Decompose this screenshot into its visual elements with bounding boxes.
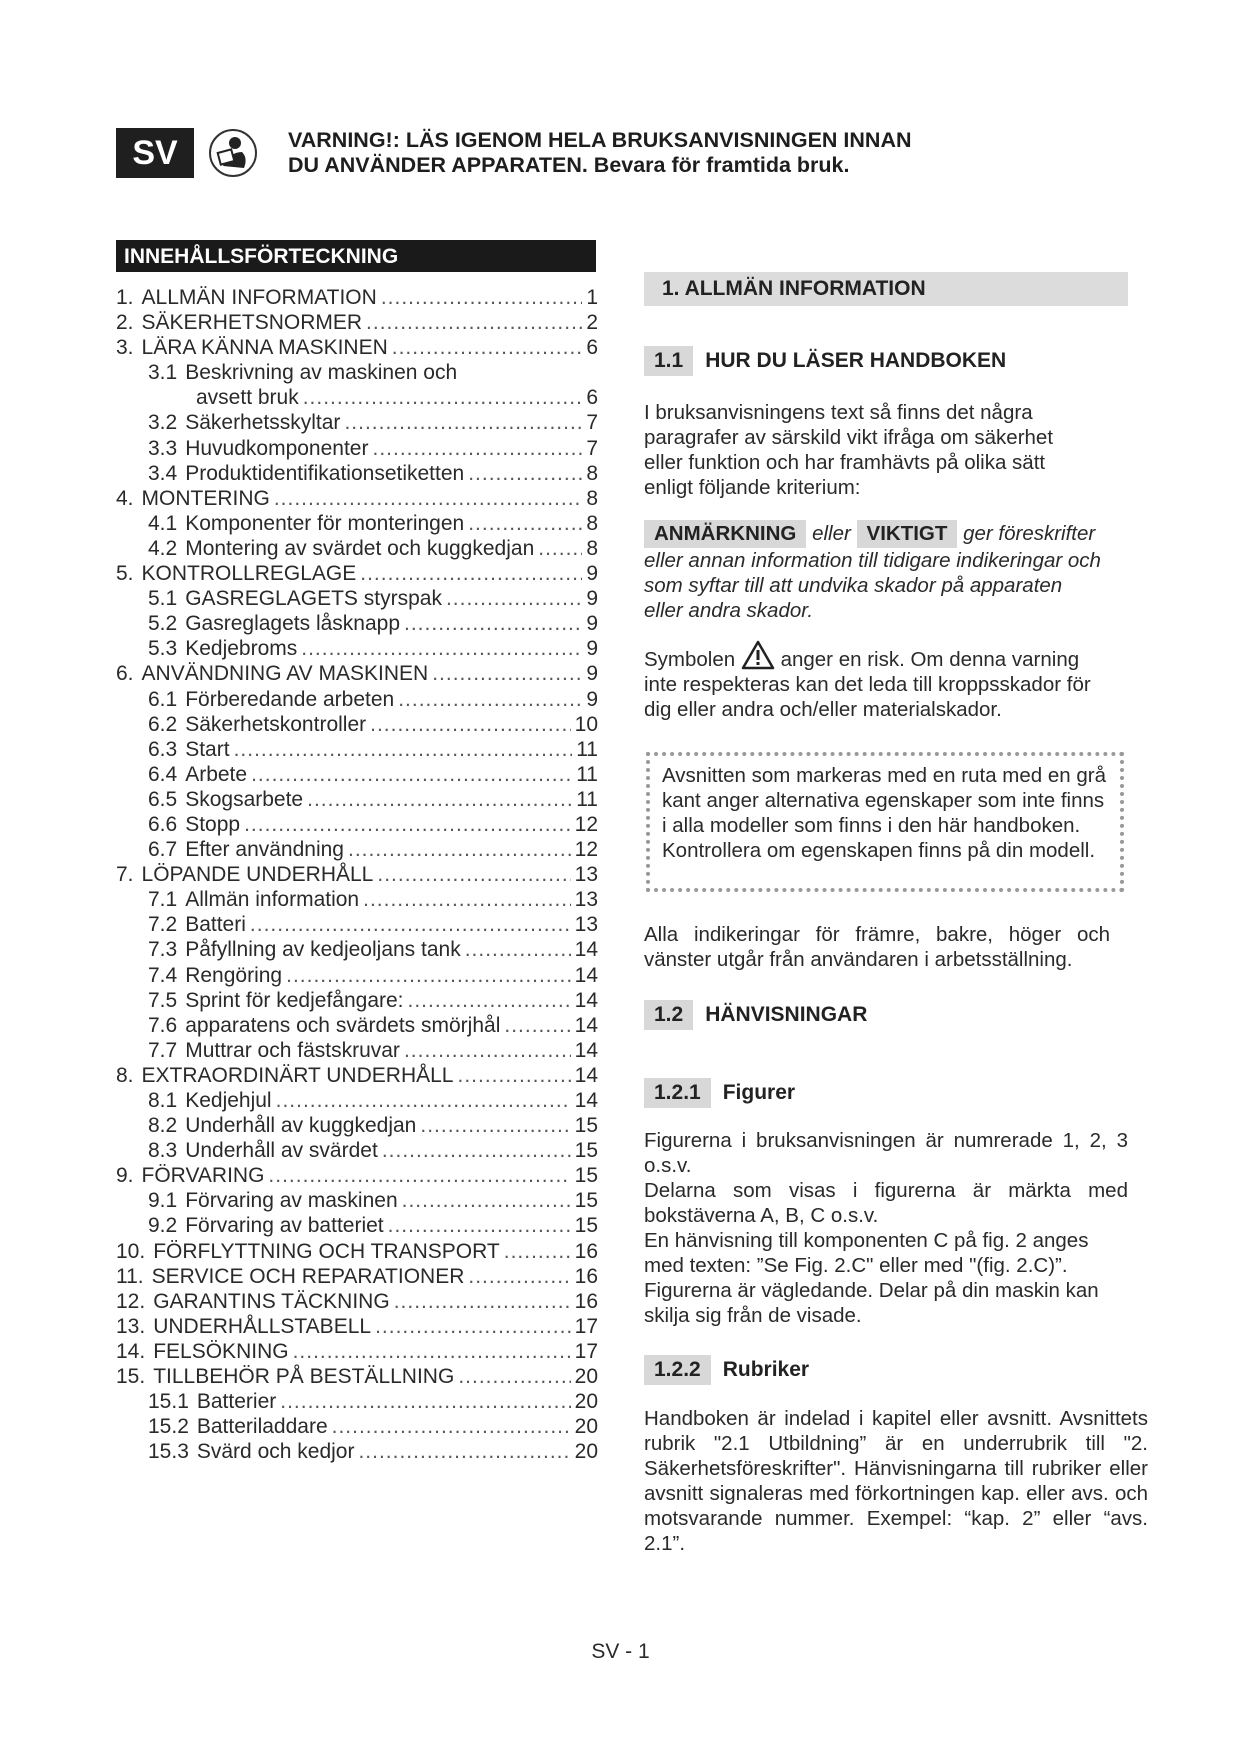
- toc-leader-dots: [251, 762, 572, 787]
- toc-entry-number: 6.5: [148, 787, 178, 811]
- toc-entry-page: 16: [574, 1289, 598, 1313]
- toc-leader-dots: [420, 1113, 570, 1138]
- toc-entry-page: 17: [574, 1314, 598, 1338]
- toc-entry-number: 14.: [116, 1339, 146, 1363]
- toc-entry-page: 17: [574, 1339, 598, 1363]
- toc-entry: [116, 461, 598, 486]
- symbol-text-after: anger en risk. Om denna varning inte respekteras kan det leda till kroppsskador för dig eller andra och/eller materialskador.: [644, 648, 1091, 721]
- toc-entry-page: 11: [576, 737, 598, 761]
- toc-entry-number: 6.6: [148, 812, 178, 836]
- toc-leader-dots: [465, 937, 571, 962]
- toc-entry-page: 20: [574, 1440, 598, 1464]
- toc-entry-title: Påfyllning av kedjeoljans tank: [185, 938, 461, 962]
- section-1-1-heading: [644, 346, 1006, 376]
- toc-entry-title: TILLBEHÖR PÅ BESTÄLLNING: [153, 1365, 455, 1389]
- toc-entry-title: Förvaring av maskinen: [185, 1189, 398, 1213]
- toc-entry-page: 8: [586, 536, 598, 560]
- toc-entry-number: 7.: [116, 863, 134, 887]
- reading-guide-text: [644, 400, 1074, 500]
- toc-entry-title: Arbete: [185, 762, 248, 786]
- toc-entry-page: 9: [586, 637, 598, 661]
- note-block: [644, 520, 1104, 623]
- toc-entry-title: EXTRAORDINÄRT UNDERHÅLL: [141, 1063, 454, 1087]
- paragraph: I bruksanvisningens text så finns det några paragrafer av särskild vikt ifråga om säkerhet eller funktion och har framhävts på olika sätt enligt följande kriterium:: [644, 401, 1054, 499]
- toc-entry-title: apparatens och svärdets smörjhål: [185, 1013, 501, 1037]
- toc-entry-title: Gasreglagets låsknapp: [185, 612, 401, 636]
- toc-entry-title: Säkerhetskontroller: [185, 712, 367, 736]
- toc-entry-page: 8: [586, 461, 598, 485]
- toc-leader-dots: [307, 787, 572, 812]
- figures-text: [644, 1128, 1128, 1328]
- toc-entry: [116, 762, 598, 787]
- toc-entry-number: 13.: [116, 1314, 146, 1338]
- toc-entry-page: 7: [586, 411, 598, 435]
- toc-entry-number: 9.2: [148, 1214, 178, 1238]
- toc-entry-page: 11: [576, 762, 598, 786]
- toc-entry-title: SÄKERHETSNORMER: [141, 311, 363, 335]
- toc-entry-number: 15.3: [148, 1440, 189, 1464]
- toc-entry-title: Förvaring av batteriet: [185, 1214, 384, 1238]
- warning-line-1: VARNING!: LÄS IGENOM HELA BRUKSANVISNINGEN INNAN: [288, 128, 912, 152]
- toc-entry-number: 9.1: [148, 1189, 178, 1213]
- warning-heading: [288, 128, 1008, 178]
- paragraph: Delarna som visas i figurerna är märkta med bokstäverna A, B, C o.s.v.: [644, 1179, 1128, 1227]
- toc-entry-page: 14: [574, 1038, 598, 1062]
- toc-leader-dots: [344, 410, 582, 435]
- toc-entry: [116, 1339, 598, 1364]
- toc-entry: [116, 385, 598, 410]
- toc-leader-dots: [234, 737, 573, 762]
- toc-entry: [116, 1289, 598, 1314]
- toc-leader-dots: [408, 988, 571, 1013]
- toc-entry-number: 4.: [116, 486, 134, 510]
- toc-entry-title: FÖRFLYTTNING OCH TRANSPORT: [153, 1239, 500, 1263]
- toc-entry-page: 8: [586, 511, 598, 535]
- toc-entry-page: 9: [586, 587, 598, 611]
- toc-entry: [116, 410, 598, 435]
- toc-entry: [116, 285, 598, 310]
- toc-entry: [116, 511, 598, 536]
- toc-heading: INNEHÅLLSFÖRTECKNING: [116, 240, 596, 272]
- toc-entry: [116, 310, 598, 335]
- toc-entry: [116, 586, 598, 611]
- important-tag: VIKTIGT: [857, 520, 958, 548]
- toc-entry-page: 14: [574, 1089, 598, 1112]
- toc-entry-title: avsett bruk: [196, 386, 299, 410]
- toc-entry: [116, 536, 598, 561]
- toc-entry-title: KONTROLLREGLAGE: [141, 562, 357, 586]
- toc-entry: [116, 1389, 598, 1414]
- toc-entry-page: 13: [574, 863, 598, 887]
- toc-entry-title: Säkerhetsskyltar: [185, 411, 341, 435]
- toc-entry-page: 15: [574, 1164, 598, 1188]
- toc-entry: [116, 561, 598, 586]
- toc-entry: [116, 963, 598, 988]
- toc-entry-page: 10: [574, 712, 598, 736]
- toc-leader-dots: [504, 1239, 571, 1264]
- toc-entry-title: Förberedande arbeten: [185, 687, 395, 711]
- toc-entry-page: 9: [586, 612, 598, 636]
- toc-leader-dots: [382, 1138, 571, 1163]
- section-title: HUR DU LÄSER HANDBOKEN: [705, 349, 1007, 372]
- section-1-2-2-heading: [644, 1355, 809, 1385]
- section-title: Figurer: [722, 1081, 796, 1104]
- toc-entry-page: 20: [574, 1415, 598, 1439]
- section-title: HÄNVISNINGAR: [705, 1003, 868, 1026]
- toc-leader-dots: [392, 335, 583, 360]
- toc-entry-page: 14: [574, 963, 598, 987]
- toc-entry-number: 10.: [116, 1239, 146, 1263]
- toc-entry: [116, 1314, 598, 1339]
- toc-entry-title: Stopp: [185, 812, 241, 836]
- toc-entry: [116, 837, 598, 862]
- toc-leader-dots: [398, 687, 582, 712]
- headings-text: [644, 1406, 1148, 1556]
- toc-leader-dots: [286, 963, 571, 988]
- toc-entry-number: 6.: [116, 662, 134, 686]
- toc-entry-page: 20: [574, 1365, 598, 1389]
- toc-leader-dots: [360, 561, 582, 586]
- toc-entry-title: Batteriladdare: [196, 1415, 328, 1439]
- toc-leader-dots: [394, 1289, 571, 1314]
- toc-entry-title: Komponenter för monteringen: [185, 511, 465, 535]
- toc-entry-title: GASREGLAGETS styrspak: [185, 587, 442, 611]
- toc-entry-page: 14: [574, 988, 598, 1012]
- toc-entry-number: 3.3: [148, 436, 178, 460]
- toc-leader-dots: [538, 536, 582, 561]
- toc-entry: [116, 611, 598, 636]
- toc-entry-page: 16: [574, 1264, 598, 1288]
- toc-leader-dots: [402, 1188, 571, 1213]
- paragraph: Alla indikeringar för främre, bakre, höger och vänster utgår från användaren i arbetsställning.: [644, 923, 1110, 971]
- toc-entry: [116, 1013, 598, 1038]
- toc-entry-number: 4.1: [148, 511, 178, 535]
- toc-entry: [116, 712, 598, 737]
- section-number: 1.2: [644, 1000, 693, 1030]
- toc-entry-title: Muttrar och fästskruvar: [185, 1038, 400, 1062]
- toc-entry-title: GARANTINS TÄCKNING: [153, 1289, 390, 1313]
- toc-entry: [116, 1364, 598, 1389]
- toc-entry-title: ALLMÄN INFORMATION: [141, 286, 377, 309]
- section-number: 1.2.1: [644, 1078, 711, 1108]
- toc-entry-number: 6.7: [148, 838, 178, 862]
- toc-entry: [116, 486, 598, 511]
- toc-entry-title: Rengöring: [185, 963, 283, 987]
- toc-leader-dots: [348, 837, 571, 862]
- toc-entry-page: 12: [574, 812, 598, 836]
- toc-entry-number: 8.: [116, 1063, 134, 1087]
- section-1-2-heading: [644, 1000, 867, 1030]
- toc-entry-page: 7: [586, 436, 598, 460]
- toc-leader-dots: [381, 285, 583, 310]
- toc-entry-number: 15.: [116, 1365, 146, 1389]
- toc-entry-page: 14: [574, 1063, 598, 1087]
- toc-entry-number: 6.1: [148, 687, 178, 711]
- toc-entry-number: 1.: [116, 286, 134, 309]
- toc-entry-number: 7.4: [148, 963, 178, 987]
- section-number: 1.1: [644, 346, 693, 376]
- toc-entry: [116, 1414, 598, 1439]
- toc-leader-dots: [370, 712, 571, 737]
- toc-entry: [116, 1138, 598, 1163]
- toc-leader-dots: [458, 1364, 570, 1389]
- toc-entry-title: LÖPANDE UNDERHÅLL: [141, 863, 374, 887]
- paragraph: En hänvisning till komponenten C på fig. 2 anges med texten: ”Se Fig. 2.C" eller med "(fig. 2.C)”. Figurerna är vägledande. Delar på din maskin kan skilja sig från de visade.: [644, 1229, 1099, 1327]
- toc-entry-number: 8.2: [148, 1114, 178, 1138]
- toc-entry-number: 3.1: [148, 361, 178, 385]
- page-number: SV - 1: [591, 1640, 650, 1663]
- toc-entry-number: 7.1: [148, 888, 178, 912]
- toc-entry: [116, 1088, 598, 1113]
- symbol-block: [644, 640, 1114, 722]
- paragraph: Handboken är indelad i kapitel eller avsnitt. Avsnittets rubrik "2.1 Utbildning” är en underrubrik till "2. Säkerhetsföreskrifter". Hänvisningarna till rubriker eller avsnitt signaleras med förkortningen kap. eller avs. och motsvarande nummer. Exempel: “kap. 2” eller “avs. 2.1”.: [644, 1407, 1148, 1555]
- toc-leader-dots: [301, 636, 582, 661]
- toc-entry: [116, 1038, 598, 1063]
- toc-entry-number: 3.2: [148, 411, 178, 435]
- box-text: Avsnitten som markeras med en ruta med en grå kant anger alternativa egenskaper som inte finns i alla modeller som finns i den här handboken. Kontrollera om egenskapen finns på din modell.: [662, 764, 1106, 862]
- toc-entry-number: 7.5: [148, 988, 178, 1012]
- toc-entry-title: Allmän information: [185, 888, 360, 912]
- toc-entry: [116, 636, 598, 661]
- toc-entry-title: Kedjebroms: [185, 637, 298, 661]
- toc-entry-page: 13: [574, 888, 598, 912]
- note-paragraph: [644, 520, 1104, 623]
- toc-entry: [116, 787, 598, 812]
- toc-leader-dots: [404, 611, 582, 636]
- toc-entry-page: 20: [574, 1390, 598, 1414]
- toc-entry-page: 9: [586, 687, 598, 711]
- toc-leader-dots: [468, 511, 582, 536]
- toc-entry-page: 2: [586, 311, 598, 335]
- toc-leader-dots: [274, 486, 582, 511]
- toc-entry-number: 6.4: [148, 762, 178, 786]
- toc-entry-number: 7.7: [148, 1038, 178, 1062]
- toc-entry-page: 9: [586, 562, 598, 586]
- toc-entry-number: 4.2: [148, 536, 178, 560]
- toc-leader-dots: [244, 812, 571, 837]
- toc-entry: [116, 661, 598, 686]
- toc-entry-number: 12.: [116, 1289, 146, 1313]
- toc-leader-dots: [358, 1439, 570, 1464]
- toc-entry-title: UNDERHÅLLSTABELL: [153, 1314, 372, 1338]
- toc-entry-number: 5.3: [148, 637, 178, 661]
- toc-entry-page: 6: [586, 386, 598, 410]
- toc-entry: [116, 887, 598, 912]
- toc-entry: [116, 737, 598, 762]
- language-badge: SV: [116, 128, 194, 178]
- toc-entry-page: 15: [574, 1114, 598, 1138]
- toc-entry-title: Produktidentifikationsetiketten: [185, 461, 465, 485]
- toc-entry-title: FÖRVARING: [141, 1164, 265, 1188]
- toc-leader-dots: [363, 887, 571, 912]
- toc-entry-title: Huvudkomponenter: [185, 436, 369, 460]
- toc-entry: [116, 1439, 598, 1464]
- toc-entry-number: 7.6: [148, 1013, 178, 1037]
- section-number: 1.2.2: [644, 1355, 711, 1385]
- toc-entry-number: 15.2: [148, 1415, 189, 1439]
- section-1-2-1-heading: [644, 1078, 795, 1108]
- toc-leader-dots: [366, 310, 582, 335]
- toc-entry-number: 6.2: [148, 712, 178, 736]
- toc-entry: [116, 1264, 598, 1289]
- toc-entry-page: 9: [586, 662, 598, 686]
- toc-entry-page: 6: [586, 336, 598, 360]
- note-text: ger föreskrifter eller annan information till tidigare indikeringar och som syftar till att undvika skador på apparaten eller andra skador.: [644, 522, 1101, 622]
- toc-entry-page: 15: [574, 1189, 598, 1213]
- toc-entry-page: 1: [586, 286, 598, 309]
- toc-entry: [116, 687, 598, 712]
- toc-leader-dots: [468, 1264, 570, 1289]
- toc-entry-page: 13: [574, 913, 598, 937]
- toc-entry-title: MONTERING: [141, 486, 270, 510]
- toc-entry: [116, 335, 598, 360]
- toc-entry-title: Underhåll av svärdet: [185, 1139, 378, 1163]
- toc-entry-number: 9.: [116, 1164, 134, 1188]
- toc-entry-page: 14: [574, 1013, 598, 1037]
- toc-entry-page: 16: [574, 1239, 598, 1263]
- toc-entry-page: 14: [574, 938, 598, 962]
- toc-entry: [116, 1188, 598, 1213]
- toc-leader-dots: [446, 586, 582, 611]
- toc-entry-title: SERVICE OCH REPARATIONER: [151, 1264, 465, 1288]
- toc-leader-dots: [303, 385, 583, 410]
- table-of-contents: [116, 285, 598, 1464]
- toc-leader-dots: [468, 461, 582, 486]
- toc-entry-title: Sprint för kedjefångare:: [185, 988, 404, 1012]
- toc-entry-title: LÄRA KÄNNA MASKINEN: [141, 336, 388, 360]
- toc-entry-number: 11.: [116, 1264, 144, 1288]
- toc-entry-title: Efter användning: [185, 838, 344, 862]
- symbol-paragraph: [644, 640, 1114, 722]
- toc-leader-dots: [293, 1339, 571, 1364]
- toc-leader-dots: [375, 1314, 571, 1339]
- toc-entry-page: 8: [586, 486, 598, 510]
- toc-entry-number: 15.1: [148, 1390, 189, 1414]
- toc-leader-dots: [332, 1414, 571, 1439]
- toc-entry-number: 3.4: [148, 461, 178, 485]
- note-tag: ANMÄRKNING: [644, 520, 806, 548]
- toc-entry-title: Batteri: [185, 913, 246, 937]
- toc-entry-title: Batterier: [196, 1390, 277, 1414]
- toc-entry: [116, 436, 598, 461]
- warning-line-2: DU ANVÄNDER APPARATEN. Bevara för framtida bruk.: [288, 153, 850, 177]
- toc-entry-number: 2.: [116, 311, 134, 335]
- warning-triangle-icon: [741, 640, 775, 670]
- toc-entry-number: 5.: [116, 562, 134, 586]
- toc-entry-title: FELSÖKNING: [153, 1339, 289, 1363]
- toc-leader-dots: [504, 1013, 570, 1038]
- toc-leader-dots: [268, 1163, 570, 1188]
- toc-entry: [116, 988, 598, 1013]
- toc-leader-dots: [432, 661, 582, 686]
- toc-entry-title: Start: [185, 737, 230, 761]
- toc-leader-dots: [404, 1038, 571, 1063]
- toc-entry-title: ANVÄNDNING AV MASKINEN: [141, 662, 429, 686]
- read-manual-icon: [208, 128, 258, 178]
- toc-entry: [116, 912, 598, 937]
- toc-entry-number: 5.2: [148, 612, 178, 636]
- toc-entry: [116, 360, 598, 385]
- toc-entry-number: 8.1: [148, 1089, 178, 1112]
- directions-text: [644, 922, 1110, 972]
- toc-leader-dots: [377, 862, 570, 887]
- toc-entry-title: Underhåll av kuggkedjan: [185, 1114, 417, 1138]
- toc-entry: [116, 862, 598, 887]
- section-1-heading: 1. ALLMÄN INFORMATION: [644, 272, 1128, 306]
- toc-entry: [116, 1213, 598, 1238]
- paragraph: Figurerna i bruksanvisningen är numrerade 1, 2, 3 o.s.v.: [644, 1129, 1128, 1177]
- toc-entry: [116, 812, 598, 837]
- toc-entry-page: 15: [574, 1139, 598, 1163]
- toc-entry-page: 11: [576, 787, 598, 811]
- toc-entry-title: Svärd och kedjor: [196, 1440, 355, 1464]
- toc-entry: [116, 1063, 598, 1088]
- toc-entry-number: 7.3: [148, 938, 178, 962]
- toc-entry-title: Beskrivning av maskinen och: [185, 361, 458, 385]
- toc-entry-page: 12: [574, 838, 598, 862]
- toc-leader-dots: [388, 1213, 571, 1238]
- toc-entry-number: 6.3: [148, 737, 178, 761]
- toc-leader-dots: [280, 1389, 570, 1414]
- toc-leader-dots: [457, 1063, 570, 1088]
- toc-leader-dots: [372, 436, 582, 461]
- toc-entry: [116, 1239, 598, 1264]
- toc-entry-title: Skogsarbete: [185, 787, 304, 811]
- symbol-text-before: Symbolen: [644, 648, 736, 671]
- toc-entry: [116, 1113, 598, 1138]
- toc-entry: [116, 937, 598, 962]
- toc-leader-dots: [276, 1088, 571, 1113]
- toc-entry-number: 3.: [116, 336, 134, 360]
- toc-entry-page: 15: [574, 1214, 598, 1238]
- toc-entry-number: 8.3: [148, 1139, 178, 1163]
- toc-entry-title: Montering av svärdet och kuggkedjan: [185, 536, 535, 560]
- toc-entry-number: 5.1: [148, 587, 178, 611]
- toc-entry-title: Kedjehjul: [185, 1089, 272, 1112]
- or-word: eller: [812, 522, 851, 545]
- toc-leader-dots: [250, 912, 571, 937]
- toc-entry: [116, 1163, 598, 1188]
- optional-features-box: [646, 752, 1124, 892]
- toc-entry-number: 7.2: [148, 913, 178, 937]
- section-title: Rubriker: [722, 1358, 810, 1381]
